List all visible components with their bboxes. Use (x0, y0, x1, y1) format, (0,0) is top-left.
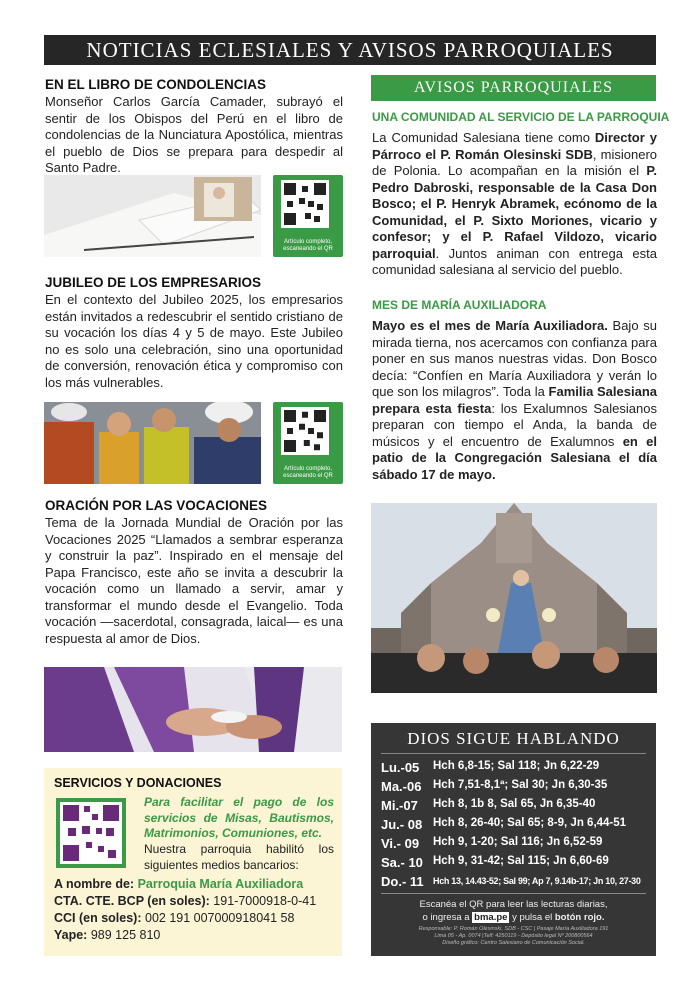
reading-refs: Hch 9, 1-20; Sal 116; Jn 6,52-59 (433, 836, 603, 848)
condolencias-body: Monseñor Carlos García Camader, subrayó el sentir de los Obispos del Perú en el libro de condolencias de la Nunciatura Apostólica, mientras el pueblo de Dios se prepara para despedir al Santo Padre. (45, 94, 343, 175)
workers-photo (44, 402, 261, 484)
avisos-header-text: AVISOS PARROQUIALES (413, 79, 614, 96)
reading-refs: Hch 9, 31-42; Sal 115; Jn 6,60-69 (433, 855, 609, 867)
reading-row (371, 836, 656, 853)
scan-instructions: Escanéa el QR para leer las lecturas diarias, o ingresa a bma.pe y pulsa el botón rojo. (419, 899, 608, 923)
condolencias-title: EN EL LIBRO DE CONDOLENCIAS (45, 77, 267, 92)
jubileo-title: JUBILEO DE LOS EMPRESARIOS (45, 275, 262, 290)
reading-day: Ju.- 08 (381, 817, 423, 832)
donation-qr-icon[interactable] (56, 798, 126, 868)
fine-print: Responsable: P. Román Olesinski, SDB - CSC | Pasaje María Auxiliadora 191 Lima 05 - Ap. 0074 |Telf: 4250119 - Depósito legal Nº 200800564 Diseño gráfico: Centro Salesiano de Comunicación Social. (418, 926, 609, 946)
comunidad-body: La Comunidad Salesiana tiene como Director y Párroco el P. Román Olesinski SDB, misionero de Polonia. Lo acompañan en la misión el P. Pedro Dabroski, responsable de la Casa Don Bosco; el P. Henryk Abramek, ecónomo de la Comunidad, el P. Sixto Moriones, vicario y confesor; y el P. Rafael Vildozo, vicario parroquial. Juntos animan con entrega esta comunidad salesiana al servicio del pueblo. (372, 130, 657, 277)
mes-maria-title: MES DE MARÍA AUXILIADORA (372, 298, 547, 312)
divider (381, 753, 646, 754)
page-banner: NOTICIAS ECLESIALES Y AVISOS PARROQUIALES (44, 35, 656, 65)
qr-caption: Artículo completo, escaneando el QR (283, 239, 333, 252)
comunidad-title: UNA COMUNIDAD AL SERVICIO DE LA PARROQUIA (372, 110, 670, 124)
jubileo-body: En el contexto del Jubileo 2025, los empresarios están invitados a redescubrir el sentido cristiano de su vocación los días 4 y 5 de mayo. Este Jubileo no es solo una celebración, sino una oportunidad de conversión, renovación ética y compromiso con los más vulnerables. (45, 292, 343, 390)
qr-icon (281, 180, 329, 228)
reading-day: Sa.- 10 (381, 855, 423, 870)
reading-row (371, 798, 656, 815)
reading-refs: Hch 7,51-8,1ª; Sal 30; Jn 6,30-35 (433, 779, 608, 791)
qr-caption: Artículo completo, escaneando el QR (283, 466, 333, 479)
qr-code-jubileo[interactable] (273, 402, 343, 484)
services-normal: Nuestra parroquia habilitó los siguientes medios bancarios: (144, 842, 334, 872)
account-name-label: A nombre de: (54, 877, 135, 891)
reading-refs: Hch 13, 14.43-52; Sal 99; Ap 7, 9.14b-17; Jn 10, 27-30 (433, 876, 641, 886)
qr-icon (281, 407, 329, 455)
reading-row (371, 874, 656, 891)
reading-row (371, 855, 656, 872)
reading-day: Ma.-06 (381, 779, 422, 794)
reading-refs: Hch 8, 26-40; Sal 65; 8-9, Jn 6,44-51 (433, 817, 627, 829)
mes-maria-body: Mayo es el mes de María Auxiliadora. Bajo su mirada tierna, nos acercamos con confianza para poner en sus manos nuestras vidas. Don Bosco decía: “Confíen en María Auxiliadora y verán lo que son los milagros”. Toda la Familia Salesiana prepara esta fiesta: los Exalumnos Salesianos preparan con tiempo el Anda, la banda de músicos y el encuentro de Exalumnos en el patio de la Congregación Salesiana el día sábado 17 de mayo. (372, 318, 657, 482)
services-title: SERVICIOS Y DONACIONES (54, 776, 222, 790)
dios-title: DIOS SIGUE HABLANDO (407, 729, 620, 748)
clergy-hands-photo (44, 667, 342, 752)
bma-link[interactable]: bma.pe (474, 912, 508, 923)
services-box (44, 768, 342, 956)
cci-value: 002 191 007000918041 58 (145, 911, 295, 925)
account-name-value: Parroquia María Auxiliadora (137, 877, 304, 891)
yape-value: 989 125 810 (90, 928, 161, 942)
condolence-book-photo (44, 175, 261, 257)
vocaciones-body: Tema de la Jornada Mundial de Oración por las Vocaciones 2025 “Llamados a sembrar esperanza y construir la paz”. Inspirado en el mensaje del Papa Francisco, este año se invita a descubrir la vocación como un llamado a servir, amar y transformar el mundo desde el Evangelio. Toda vocación —sacerdotal, consagrada, laical— es una respuesta al amor de Dios. (45, 515, 343, 646)
yape-label: Yape: (54, 928, 88, 942)
reading-day: Lu.-05 (381, 760, 420, 775)
reading-day: Vi.- 09 (381, 836, 420, 851)
procession-photo (371, 503, 657, 693)
dios-sigue-hablando-box (371, 723, 656, 956)
qr-code-condolencias[interactable] (273, 175, 343, 257)
reading-refs: Hch 8, 1b 8, Sal 65, Jn 6,35-40 (433, 798, 596, 810)
cci-label: CCI (en soles): (54, 911, 142, 925)
services-italic: Para facilitar el pago de los servicios de Misas, Bautismos, Matrimonios, Comuniones, etc. (144, 795, 334, 840)
divider (381, 893, 646, 894)
avisos-header (371, 75, 656, 101)
reading-row (371, 779, 656, 796)
bcp-value: 191-7000918-0-41 (213, 894, 317, 908)
bcp-label: CTA. CTE. BCP (en soles): (54, 894, 210, 908)
reading-day: Do.- 11 (381, 874, 424, 889)
vocaciones-title: ORACIÓN POR LAS VOCACIONES (45, 498, 268, 513)
reading-day: Mi.-07 (381, 798, 418, 813)
reading-row (371, 760, 656, 777)
reading-refs: Hch 6,8-15; Sal 118; Jn 6,22-29 (433, 760, 600, 772)
reading-row (371, 817, 656, 834)
